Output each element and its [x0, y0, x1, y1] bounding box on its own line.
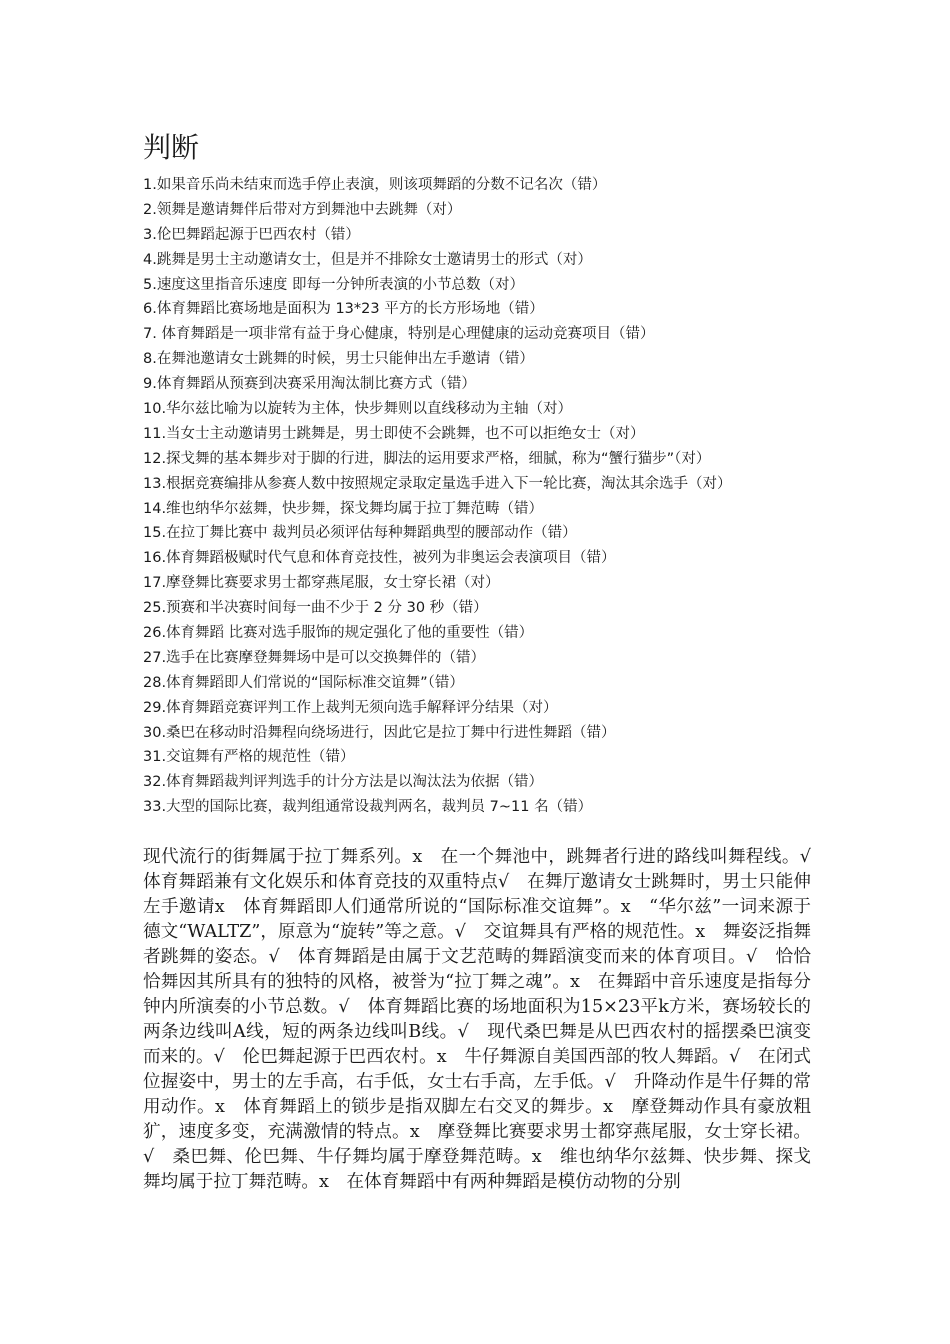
list-item: 7. 体育舞蹈是一项非常有益于身心健康，特别是心理健康的运动竞赛项目（错）: [143, 326, 655, 343]
list-item: 11.当女士主动邀请男士跳舞是，男士即使不会跳舞，也不可以拒绝女士（对）: [143, 425, 645, 442]
list-item: 31.交谊舞有严格的规范性（错）: [143, 749, 355, 766]
list-item: 4.跳舞是男士主动邀请女士，但是并不排除女士邀请男士的形式（对）: [143, 251, 592, 268]
list-item: 9.体育舞蹈从预赛到决赛采用淘汰制比赛方式（错）: [143, 376, 476, 393]
list-item: 12.探戈舞的基本舞步对于脚的行进，脚法的运用要求严格，细腻，称为“蟹行猫步”（对）: [143, 450, 711, 467]
list-item: 6.体育舞蹈比赛场地是面积为 13*23 平方的长方形场地（错）: [143, 301, 544, 318]
list-item: 8.在舞池邀请女士跳舞的时候，男士只能伸出左手邀请（错）: [143, 351, 534, 368]
list-item: 27.选手在比赛摩登舞舞场中是可以交换舞伴的（错）: [143, 649, 486, 666]
list-item: 14.维也纳华尔兹舞，快步舞，探戈舞均属于拉丁舞范畴（错）: [143, 500, 544, 517]
list-item: 1.如果音乐尚未结束而选手停止表演，则该项舞蹈的分数不记名次（错）: [143, 177, 607, 193]
list-item: 25.预赛和半决赛时间每一曲不少于 2 分 30 秒（错）: [143, 600, 488, 617]
list-item: 13.根据竞赛编排从参赛人数中按照规定录取定量选手进入下一轮比赛，淘汰其余选手（对）: [143, 475, 732, 492]
list-item: 33.大型的国际比赛，裁判组通常设裁判两名，裁判员 7~11 名（错）: [143, 799, 593, 816]
list-item: 17.摩登舞比赛要求男士都穿燕尾服，女士穿长裙（对）: [143, 575, 500, 592]
question-list: [143, 173, 823, 820]
list-item: 28.体育舞蹈即人们常说的“国际标准交谊舞”（错）: [143, 674, 464, 691]
answer-paragraph: 现代流行的街舞属于拉丁舞系列。x 在一个舞池中，跳舞者行进的路线叫舞程线。√ 体育舞蹈兼有文化娱乐和体育竞技的双重特点√ 在舞厅邀请女士跳舞时，男士只能伸左手邀请x 体育舞蹈即人们通常所说的“国际标准交谊舞”。x “华尔兹”一词来源于德文“WALTZ”，原意为“旋转”等之意。√ 交谊舞具有严格的规范性。x 舞姿泛指舞者跳舞的姿态。√ 体育舞蹈是由属于文艺范畴的舞蹈演变而来的体育项目。√ 恰恰恰舞因其所具有的独特的风格，被誉为“拉丁舞之魂”。x 在舞蹈中音乐速度是指每分钟内所演奏的小节总数。√ 体育舞蹈比赛的场地面积为15×23平k方米，赛场较长的两条边线叫A线，短的两条边线叫B线。√ 现代桑巴舞是从巴西农村的摇摆桑巴演变而来的。√ 伦巴舞起源于巴西农村。x 牛仔舞源自美国西部的牧人舞蹈。√ 在闭式位握姿中，男士的左手高，右手低，女士右手高，左手低。√ 升降动作是牛仔舞的常用动作。x 体育舞蹈上的锁步是指双脚左右交叉的舞步。x 摩登舞动作具有豪放粗犷，速度多变，充满激情的特点。x 摩登舞比赛要求男士都穿燕尾服，女士穿长裙。√ 桑巴舞、伦巴舞、牛仔舞均属于摩登舞范畴。x 维也纳华尔兹舞、快步舞、探戈舞均属于拉丁舞范畴。x 在体育舞蹈中有两种舞蹈是模仿动物的分别: [143, 847, 829, 1192]
list-item: 10.华尔兹比喻为以旋转为主体，快步舞则以直线移动为主轴（对）: [143, 401, 573, 418]
list-item: 3.伦巴舞蹈起源于巴西农村（错）: [143, 226, 360, 243]
list-item: 26.体育舞蹈 比赛对选手服饰的规定强化了他的重要性（错）: [143, 625, 534, 642]
list-item: 30.桑巴在移动时沿舞程向绕场进行，因此它是拉丁舞中行进性舞蹈（错）: [143, 724, 616, 741]
list-item: 32.体育舞蹈裁判评判选手的计分方法是以淘汰法为依据（错）: [143, 774, 544, 791]
list-item: 16.体育舞蹈极赋时代气息和体育竞技性，被列为非奥运会表演项目（错）: [143, 550, 616, 567]
list-item: 2.领舞是邀请舞伴后带对方到舞池中去跳舞（对）: [143, 201, 462, 218]
list-item: 5.速度这里指音乐速度 即每一分钟所表演的小节总数（对）: [143, 276, 524, 293]
list-item: 29.体育舞蹈竞赛评判工作上裁判无须向选手解释评分结果（对）: [143, 699, 558, 716]
list-item: 15.在拉丁舞比赛中 裁判员必须评估每种舞蹈典型的腰部动作（错）: [143, 525, 577, 542]
page-title: 判断: [143, 131, 200, 164]
